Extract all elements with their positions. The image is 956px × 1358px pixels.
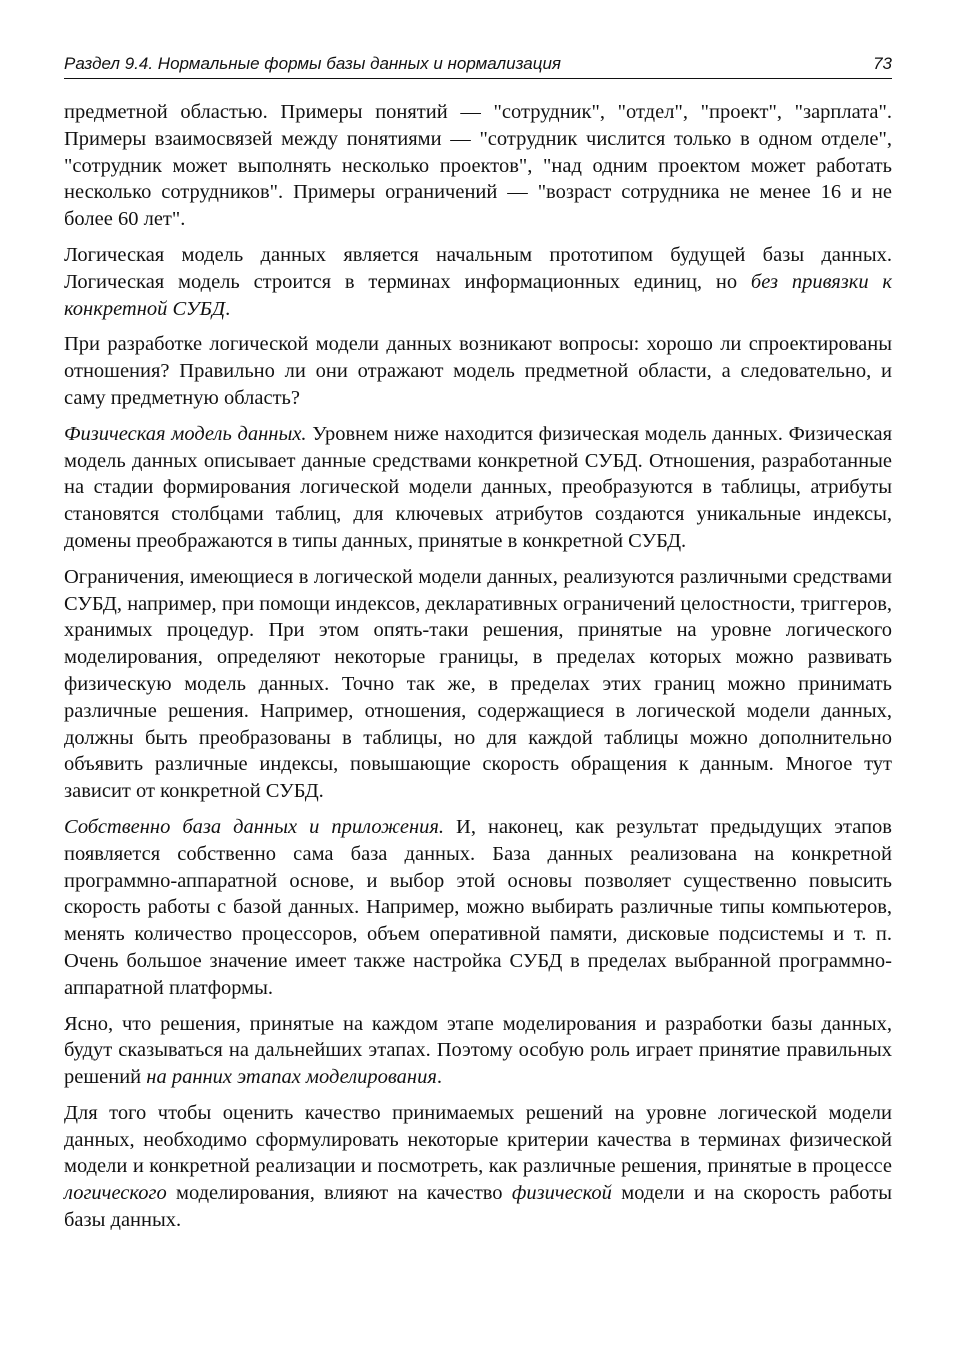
italic-text: Собственно база данных и приложения. (64, 815, 445, 838)
italic-text: на ранних этапах моделирования (146, 1066, 437, 1089)
text-run: И, наконец, как результат предыдущих этапов появляется собственно сама база данных. База данных реализована на конкретной программно-аппаратной основе, и выбор этой основы позволяет существенно повысить скорость работы с базой данных. Например, можно выбирать различные типы компьютеров, менять количество процессоров, объем оперативной памяти, дисковые подсистемы и т. п. Очень большое значение имеет также настройка СУБД в пределах выбранной программно-аппаратной платформы. (64, 815, 892, 999)
text-run: . (436, 1066, 442, 1089)
text-run: предметной областью. Примеры понятий — "сотрудник", "отдел", "проект", "зарплата". Примеры взаимосвязей между понятиями — "сотрудник числится только в одном отделе", "сотрудник может выполнять несколько проектов", "над одним проектом может работать несколько сотрудников". Примеры ограничений — "возраст сотрудника не менее 16 и не более 60 лет". (64, 101, 892, 231)
text-run: моделирования, влияют на качество (166, 1182, 512, 1205)
paragraph (64, 99, 892, 233)
text-run: Логическая модель данных является начальным прототипом будущей базы данных. Логическая модель строится в терминах информационных единиц, но (64, 243, 892, 293)
paragraph (64, 564, 892, 805)
paragraph (64, 1100, 892, 1234)
paragraph (64, 1011, 892, 1091)
text-run: . (225, 297, 231, 320)
text-run: Ясно, что решения, принятые на каждом этапе моделирования и разработки базы данных, будут сказываться на дальнейших этапах. Поэтому особую роль играет принятие правильных решений (64, 1012, 892, 1089)
text-run: При разработке логической модели данных возникают вопросы: хорошо ли спроектированы отношения? Правильно ли они отражают модель предметной области, а следовательно, и саму предметную область? (64, 333, 892, 409)
text-run: Для того чтобы оценить качество принимаемых решений на уровне логической модели данных, необходимо сформулировать некоторые критерии качества в терминах физической модели и конкретной реализации и посмотреть, как различные решения, принятые в процессе (64, 1101, 892, 1178)
italic-text: логического (64, 1182, 167, 1205)
text-run: Ограничения, имеющиеся в логической модели данных, реализуются различными средствами СУБД, например, при помощи индексов, декларативных ограничений целостности, триггеров, хранимых процедур. При этом опять-таки решения, принятые на уровне логического моделирования, определяют некоторые границы, в пределах которых можно развивать физическую модель данных. Точно так же, в пределах этих границ можно принимать различные решения. Например, отношения, содержащиеся в логической модели данных, должны быть преобразованы в таблицы, но для каждой таблицы можно дополнительно объявить различные индексы, повышающие скорость обращения к данным. Многое тут зависит от конкретной СУБД. (64, 565, 892, 803)
section-title: Раздел 9.4. Нормальные формы базы данных и нормализация (64, 54, 561, 73)
body-text (64, 99, 892, 1234)
paragraph (64, 331, 892, 411)
italic-text: физической (511, 1182, 612, 1205)
paragraph (64, 421, 892, 555)
paragraph (64, 814, 892, 1002)
page-number: 73 (873, 54, 892, 73)
text-run: модели и на скорость работы базы данных. (64, 1182, 892, 1232)
running-header (64, 54, 892, 79)
italic-text: Физическая модель данных. (64, 422, 307, 445)
book-page (64, 54, 892, 1243)
paragraph (64, 242, 892, 322)
text-run: Уровнем ниже находится физическая модель данных. Физическая модель данных описывает данные средствами конкретной СУБД. Отношения, разработанные на стадии формирования логической модели данных, преобразуются в таблицы, атрибуты становятся столбцами таблиц, для ключевых атрибутов создаются уникальные индексы, домены преображаются в типы данных, принятые в конкретной СУБД. (64, 422, 892, 552)
italic-text: без привязки к конкретной СУБД (64, 270, 892, 320)
